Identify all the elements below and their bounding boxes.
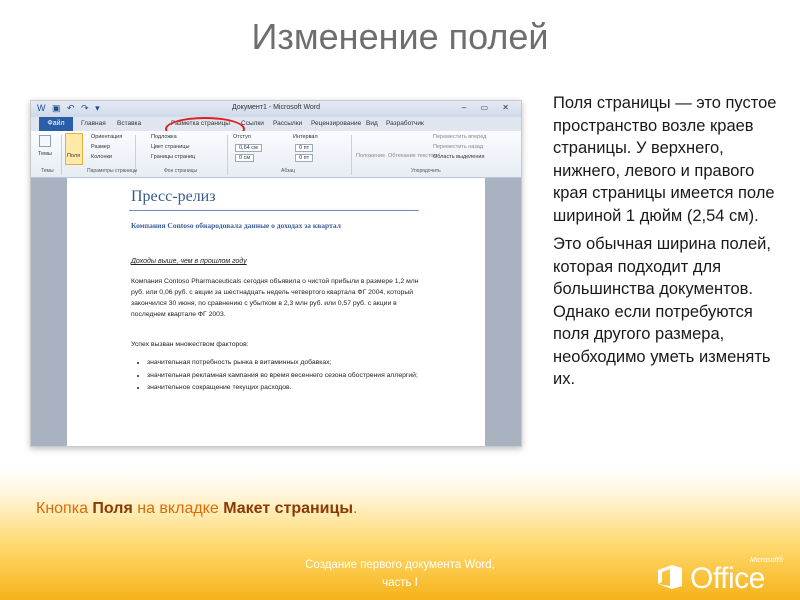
margins-button[interactable] xyxy=(65,133,83,165)
doc-paragraph: Компания Contoso Pharmaceuticals сегодня объявила о чистой прибыли в размере 1,2 млн руб. или 0,06 руб. с акции за шестнадцать недель четвертого квартала ФГ 2004, который закончился 30 июня, по сравнению с убытком в 2,3 млн руб. или 0,57 руб. с акции в последнем квартале ФГ 2003. xyxy=(131,278,419,318)
quick-access-toolbar-icons[interactable]: W ▣ ↶ ↷ ▾ xyxy=(37,103,102,113)
tab-references[interactable]: Ссылки xyxy=(241,120,264,127)
divider xyxy=(61,135,62,175)
divider xyxy=(351,135,352,175)
selection-pane-button[interactable]: Область выделения xyxy=(433,154,485,160)
group-label-arrange: Упорядочить xyxy=(411,168,441,174)
tab-insert[interactable]: Вставка xyxy=(117,120,142,127)
group-label-background: Фон страницы xyxy=(164,168,198,174)
divider xyxy=(227,135,228,175)
doc-bullet-list xyxy=(131,358,437,396)
footer-line: часть I xyxy=(382,577,418,589)
explanation-paragraph: Поля страницы — это пустое пространство возле краев страницы. У верхнего, нижнего, левого и правого края страницы имеется поле шириной 1 дюйм (2,54 см). xyxy=(553,94,777,225)
bring-forward-button[interactable]: Переместить вперед xyxy=(433,134,487,140)
themes-label: Темы xyxy=(38,151,52,157)
office-logo xyxy=(652,556,788,595)
doc-section-title: Доходы выше, чем в прошлом году xyxy=(131,258,247,265)
tab-file[interactable]: Файл xyxy=(39,117,73,131)
ribbon xyxy=(31,131,521,178)
tab-mailings[interactable]: Рассылки xyxy=(273,120,303,127)
group-label-page-setup: Параметры страницы xyxy=(87,168,138,174)
slide-title: Изменение полей xyxy=(251,16,549,57)
spacing-before-input[interactable]: 0 пт xyxy=(295,144,313,152)
ribbon-tabs xyxy=(31,117,521,131)
caption-bold-margins: Поля xyxy=(92,500,133,517)
doc-paragraph-2: Успех вызван множеством факторов: xyxy=(131,341,249,348)
doc-heading: Пресс-релиз xyxy=(131,188,216,205)
orientation-button[interactable]: Ориентация xyxy=(91,134,123,140)
caption-bold-tab: Макет страницы xyxy=(223,500,354,517)
watermark-button[interactable]: Подложка xyxy=(151,134,177,140)
list-item: • значительная рекламная кампания во время весеннего сезона обострения аллергий; xyxy=(147,371,437,382)
tab-review[interactable]: Рецензирование xyxy=(311,120,362,127)
list-item: • значительное сокращение текущих расходов. xyxy=(147,383,437,394)
window-titlebar xyxy=(31,101,521,117)
doc-heading-rule xyxy=(129,210,419,211)
position-button[interactable]: Положение xyxy=(356,153,386,159)
page-borders-button[interactable]: Границы страниц xyxy=(151,154,196,160)
logo-microsoft-text: Microsoft® xyxy=(750,557,784,564)
spacing-label: Интервал xyxy=(293,134,318,140)
explanation-text xyxy=(553,92,785,397)
office-logo-icon xyxy=(656,564,684,590)
tab-home[interactable]: Главная xyxy=(81,120,106,127)
themes-icon[interactable] xyxy=(39,135,51,147)
caption-text: на вкладке xyxy=(132,500,224,517)
size-button[interactable]: Размер xyxy=(91,144,110,150)
group-label-themes: Темы xyxy=(41,168,54,174)
group-label-paragraph: Абзац xyxy=(281,168,296,174)
indent-right-input[interactable]: 0 см xyxy=(235,154,254,162)
document-page[interactable] xyxy=(67,178,485,447)
explanation-paragraph: Это обычная ширина полей, которая подходит для большинства документов. Однако если потребуются поля другого размера, необходимо уметь изменять их. xyxy=(553,235,771,388)
wrap-text-button[interactable]: Обтекание текстом xyxy=(388,153,438,159)
word-screenshot xyxy=(30,100,522,447)
columns-button[interactable]: Колонки xyxy=(91,154,112,160)
document-area xyxy=(31,178,521,446)
indent-left-input[interactable]: 0,64 см xyxy=(235,144,262,152)
tab-developer[interactable]: Разработчик xyxy=(386,120,424,127)
footer-line: Создание первого документа Word, xyxy=(305,559,495,571)
window-controls-icons[interactable]: – ▭ ✕ xyxy=(461,103,515,112)
window-title: Документ1 - Microsoft Word xyxy=(231,104,321,111)
logo-text: Office xyxy=(690,562,765,595)
list-item: • значительная потребность рынка в витаминных добавках; xyxy=(147,358,437,369)
caption-text: Кнопка xyxy=(36,500,93,517)
send-backward-button[interactable]: Переместить назад xyxy=(433,144,484,150)
indent-label: Отступ xyxy=(233,134,251,140)
doc-subheading: Компания Contoso обнародовала данные о доходах за квартал xyxy=(131,221,341,230)
slide-caption xyxy=(36,500,357,518)
tab-page-layout[interactable]: Разметка страницы xyxy=(171,120,230,127)
page-color-button[interactable]: Цвет страницы xyxy=(151,144,190,150)
caption-text: . xyxy=(353,500,358,517)
tab-view[interactable]: Вид xyxy=(366,120,378,127)
margins-button-label: Поля xyxy=(67,153,81,159)
spacing-after-input[interactable]: 0 пт xyxy=(295,154,313,162)
